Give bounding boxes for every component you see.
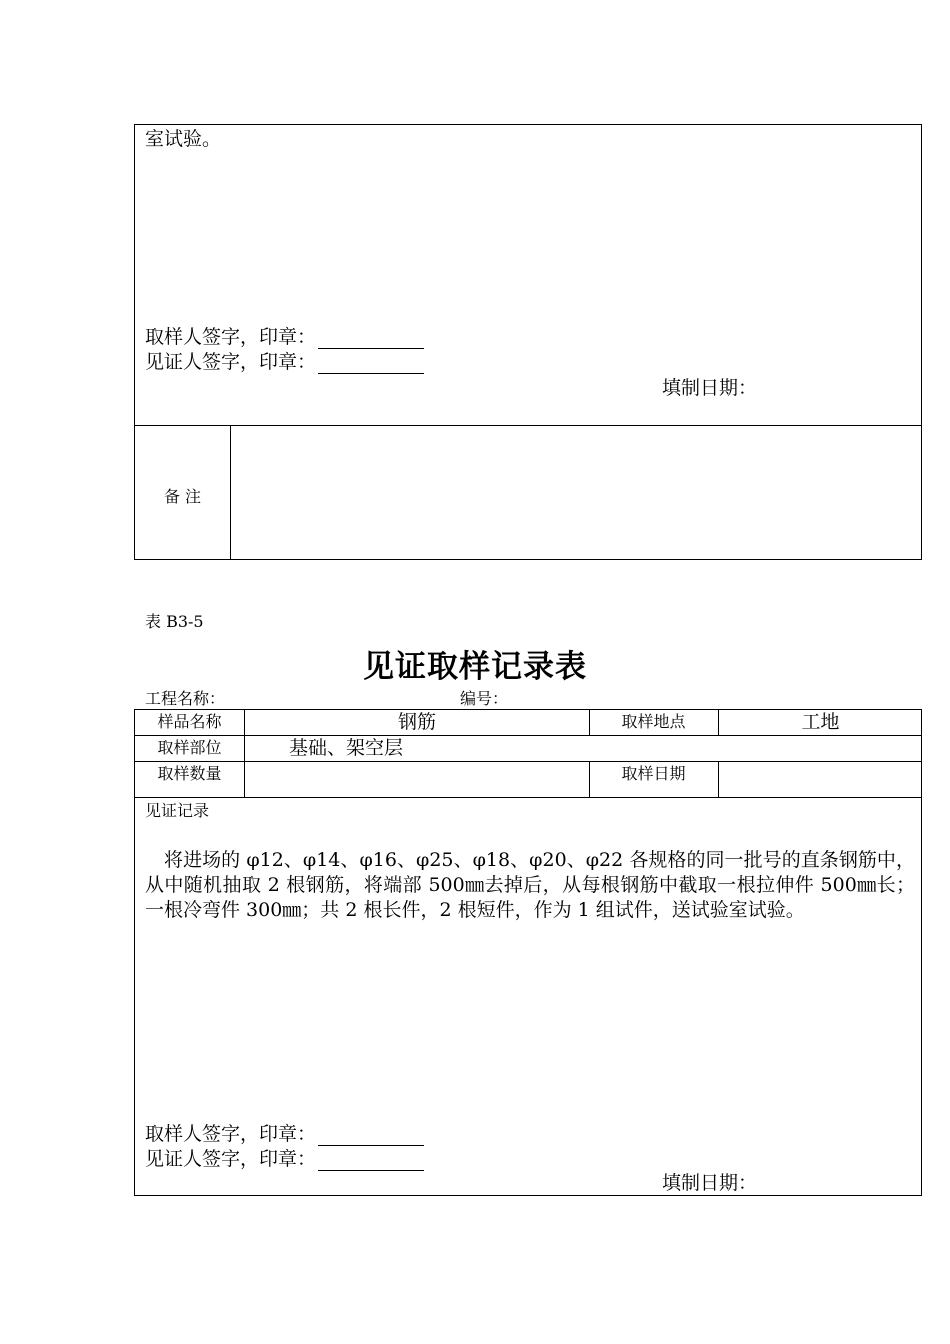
sampler-signature	[145, 325, 424, 349]
form-fill-date-label: 填制日期：	[662, 1172, 758, 1194]
form-sampler-signature-label: 取样人签字，印章：	[145, 1123, 317, 1145]
form-sampler-signature	[145, 1122, 424, 1146]
sampler-signature-line[interactable]	[318, 330, 424, 349]
witness-record-body: 将进场的 φ12、φ14、φ16、φ25、φ18、φ20、φ22 各规格的同一批号的直条钢筋中，从中随机抽取 2 根钢筋，将端部 500㎜去掉后，从每根钢筋中截取一根拉伸件 500㎜长；一根冷弯件 300㎜；共 2 根长件，2 根短件，作为 1 组试件，送试验室试验。	[145, 849, 915, 921]
record-tail-text: 室试验。	[145, 128, 222, 150]
fill-date-label: 填制日期：	[662, 377, 758, 399]
witness-record-text	[145, 848, 915, 923]
row-line-3	[134, 797, 922, 798]
sampling-quantity-label: 取样数量	[157, 764, 222, 783]
form-sampler-signature-line[interactable]	[318, 1127, 424, 1146]
form-witness-signature	[145, 1147, 424, 1171]
sampling-location-label: 取样地点	[621, 712, 686, 731]
remarks-label: 备 注	[163, 487, 202, 506]
witness-signature-line[interactable]	[318, 355, 424, 374]
col-line-right-row3	[718, 761, 719, 797]
sample-name-value[interactable]: 钢筋	[397, 711, 436, 733]
sampling-date-label: 取样日期	[621, 764, 686, 783]
form-witness-signature-line[interactable]	[318, 1152, 424, 1171]
witness-signature	[145, 350, 424, 374]
form-witness-signature-label: 见证人签字，印章：	[145, 1148, 317, 1170]
record-box	[134, 124, 922, 426]
number-label: 编号：	[460, 689, 509, 708]
witness-record-label: 见证记录	[145, 801, 210, 820]
sampler-signature-label: 取样人签字，印章：	[145, 326, 317, 348]
row-line-2	[134, 761, 922, 762]
witness-signature-label: 见证人签字，印章：	[145, 351, 317, 373]
sampling-part-label: 取样部位	[157, 738, 222, 757]
sample-name-label: 样品名称	[157, 712, 222, 731]
sampling-location-value[interactable]: 工地	[801, 711, 840, 733]
row-line-1	[134, 735, 922, 736]
table-number: 表 B3-5	[145, 612, 204, 631]
project-name-label: 工程名称：	[145, 689, 226, 708]
page-title: 见证取样记录表	[363, 649, 587, 685]
remarks-box	[134, 425, 922, 560]
sampling-part-value[interactable]: 基础、架空层	[289, 737, 404, 759]
